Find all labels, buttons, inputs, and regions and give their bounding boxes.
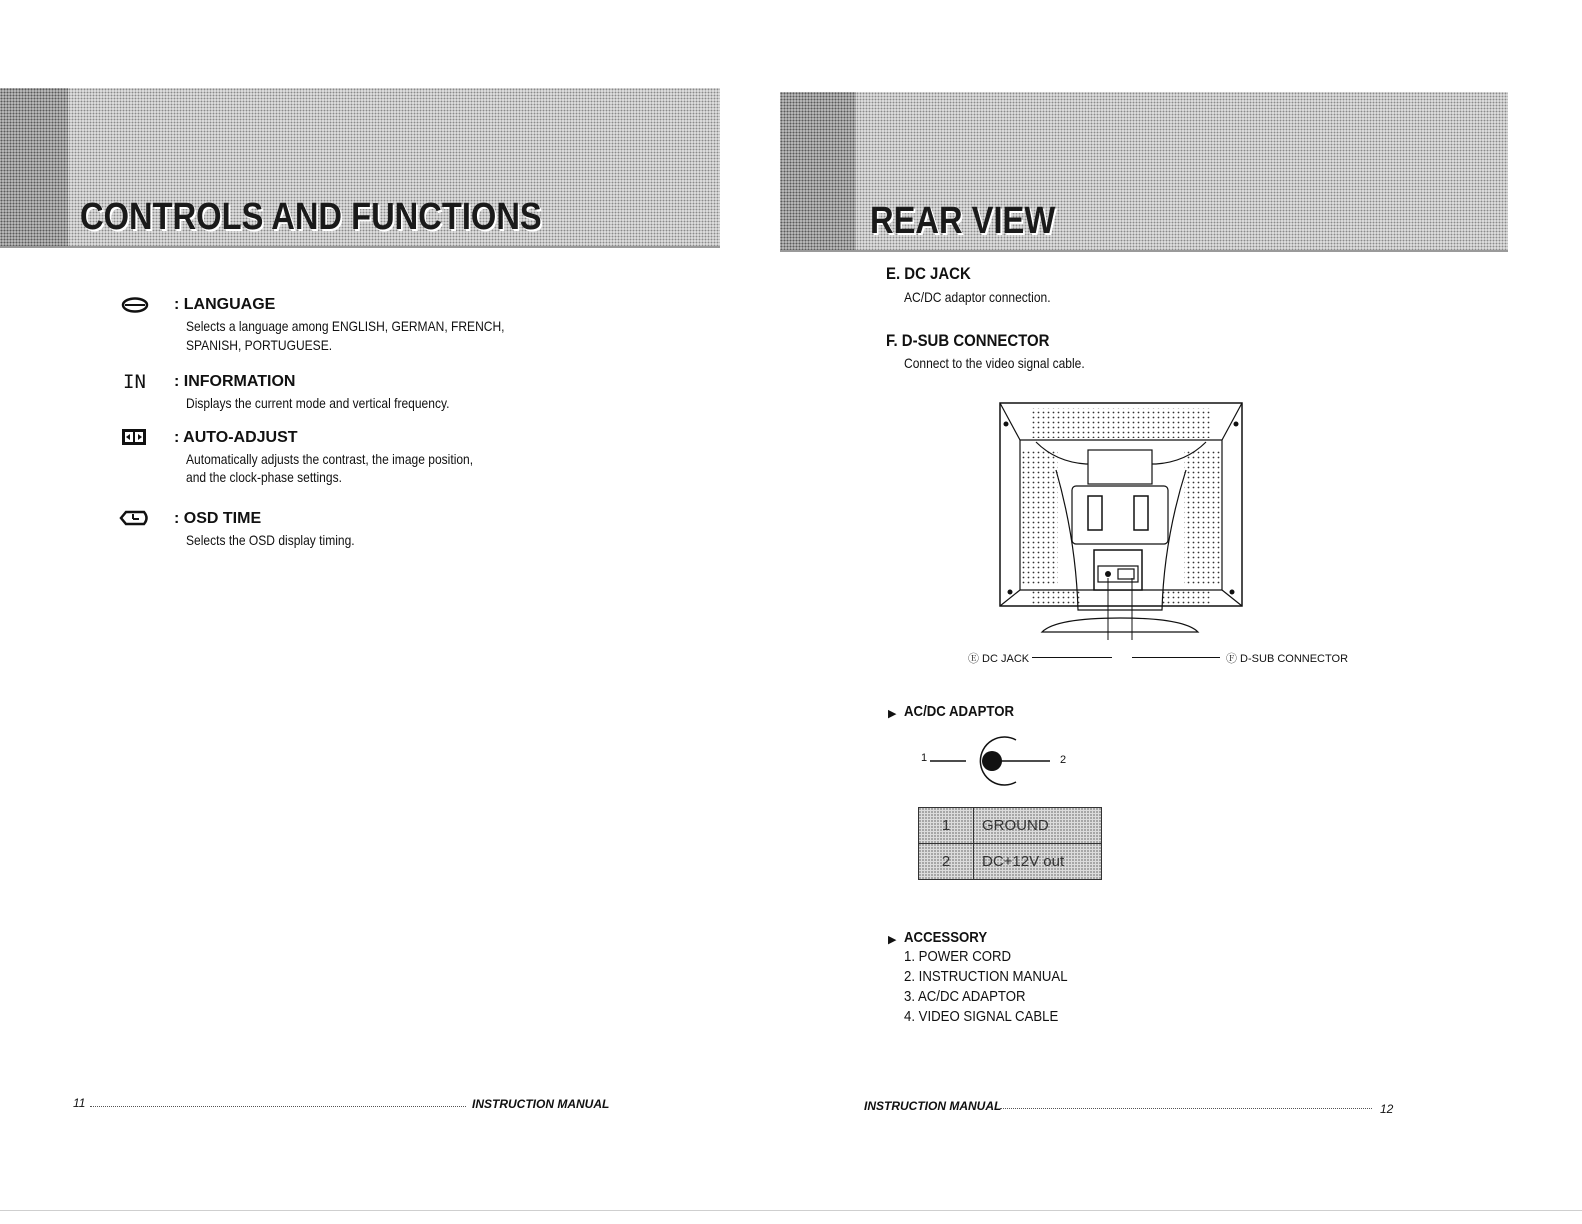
auto-adjust-icon — [121, 428, 147, 451]
dsub-leader — [1132, 657, 1220, 658]
language-desc-line-1: Selects a language among ENGLISH, GERMAN, FRENCH, — [186, 318, 505, 334]
left-page-number: 11 — [73, 1096, 86, 1110]
dsub-callout: Ⓕ D-SUB CONNECTOR — [1226, 653, 1349, 665]
pin-number: 2 — [919, 844, 974, 880]
bottom-edge-line — [0, 1210, 1582, 1211]
right-page-number: 12 — [1380, 1102, 1394, 1116]
language-label: : LANGUAGE — [174, 296, 276, 313]
pin-name: GROUND — [974, 808, 1102, 844]
list-item: 1. POWER CORD — [904, 948, 1012, 965]
table-row — [919, 844, 1102, 880]
osd-time-label: : OSD TIME — [174, 510, 262, 527]
right-banner-divider — [780, 250, 1508, 252]
monitor-rear-diagram — [996, 400, 1246, 645]
pin-label-1: 1 — [921, 752, 928, 764]
auto-adjust-desc-line-2: and the clock-phase settings. — [186, 469, 342, 485]
right-footer-label: INSTRUCTION MANUAL — [864, 1099, 1002, 1113]
list-item: 2. INSTRUCTION MANUAL — [904, 968, 1068, 985]
information-icon: IN — [123, 371, 146, 393]
dc-jack-callout: Ⓔ DC JACK — [968, 653, 1030, 665]
dc-jack-leader — [1032, 657, 1112, 658]
language-icon — [120, 296, 150, 319]
pin-table — [918, 807, 1102, 880]
list-item: 3. AC/DC ADAPTOR — [904, 988, 1026, 1005]
osd-time-desc-line-1: Selects the OSD display timing. — [186, 532, 355, 548]
right-footer-leader — [1000, 1108, 1372, 1109]
osd-time-icon — [118, 509, 152, 532]
adaptor-bullet-icon: ▶ — [888, 708, 897, 720]
accessory-heading: ACCESSORY — [904, 929, 988, 946]
table-row — [919, 808, 1102, 844]
left-banner-edge — [0, 88, 68, 246]
pin-label-2: 2 — [1060, 754, 1067, 766]
language-desc-line-2: SPANISH, PORTUGUESE. — [186, 337, 333, 353]
left-banner-divider — [0, 246, 720, 248]
dc-plug-polarity-diagram — [928, 730, 1058, 797]
accessory-bullet-icon: ▶ — [888, 934, 897, 946]
information-desc-line-1: Displays the current mode and vertical frequency. — [186, 395, 450, 411]
left-footer-leader — [90, 1106, 466, 1107]
right-banner-edge — [780, 92, 856, 250]
left-footer-label: INSTRUCTION MANUAL — [472, 1097, 610, 1111]
rear-view-title: REAR VIEW — [870, 200, 1056, 242]
information-label: : INFORMATION — [174, 373, 296, 390]
page-title: CONTROLS AND FUNCTIONS — [80, 196, 542, 238]
pin-name: DC+12V out — [974, 844, 1102, 880]
dsub-desc: Connect to the video signal cable. — [904, 355, 1085, 371]
dc-jack-desc: AC/DC adaptor connection. — [904, 289, 1051, 305]
list-item: 4. VIDEO SIGNAL CABLE — [904, 1008, 1059, 1025]
dc-jack-heading: E. DC JACK — [886, 264, 971, 283]
auto-adjust-label: : AUTO-ADJUST — [174, 429, 298, 446]
dsub-heading: F. D-SUB CONNECTOR — [886, 331, 1050, 350]
adaptor-heading: AC/DC ADAPTOR — [904, 703, 1015, 720]
auto-adjust-desc-line-1: Automatically adjusts the contrast, the image position, — [186, 451, 474, 467]
pin-number: 1 — [919, 808, 974, 844]
